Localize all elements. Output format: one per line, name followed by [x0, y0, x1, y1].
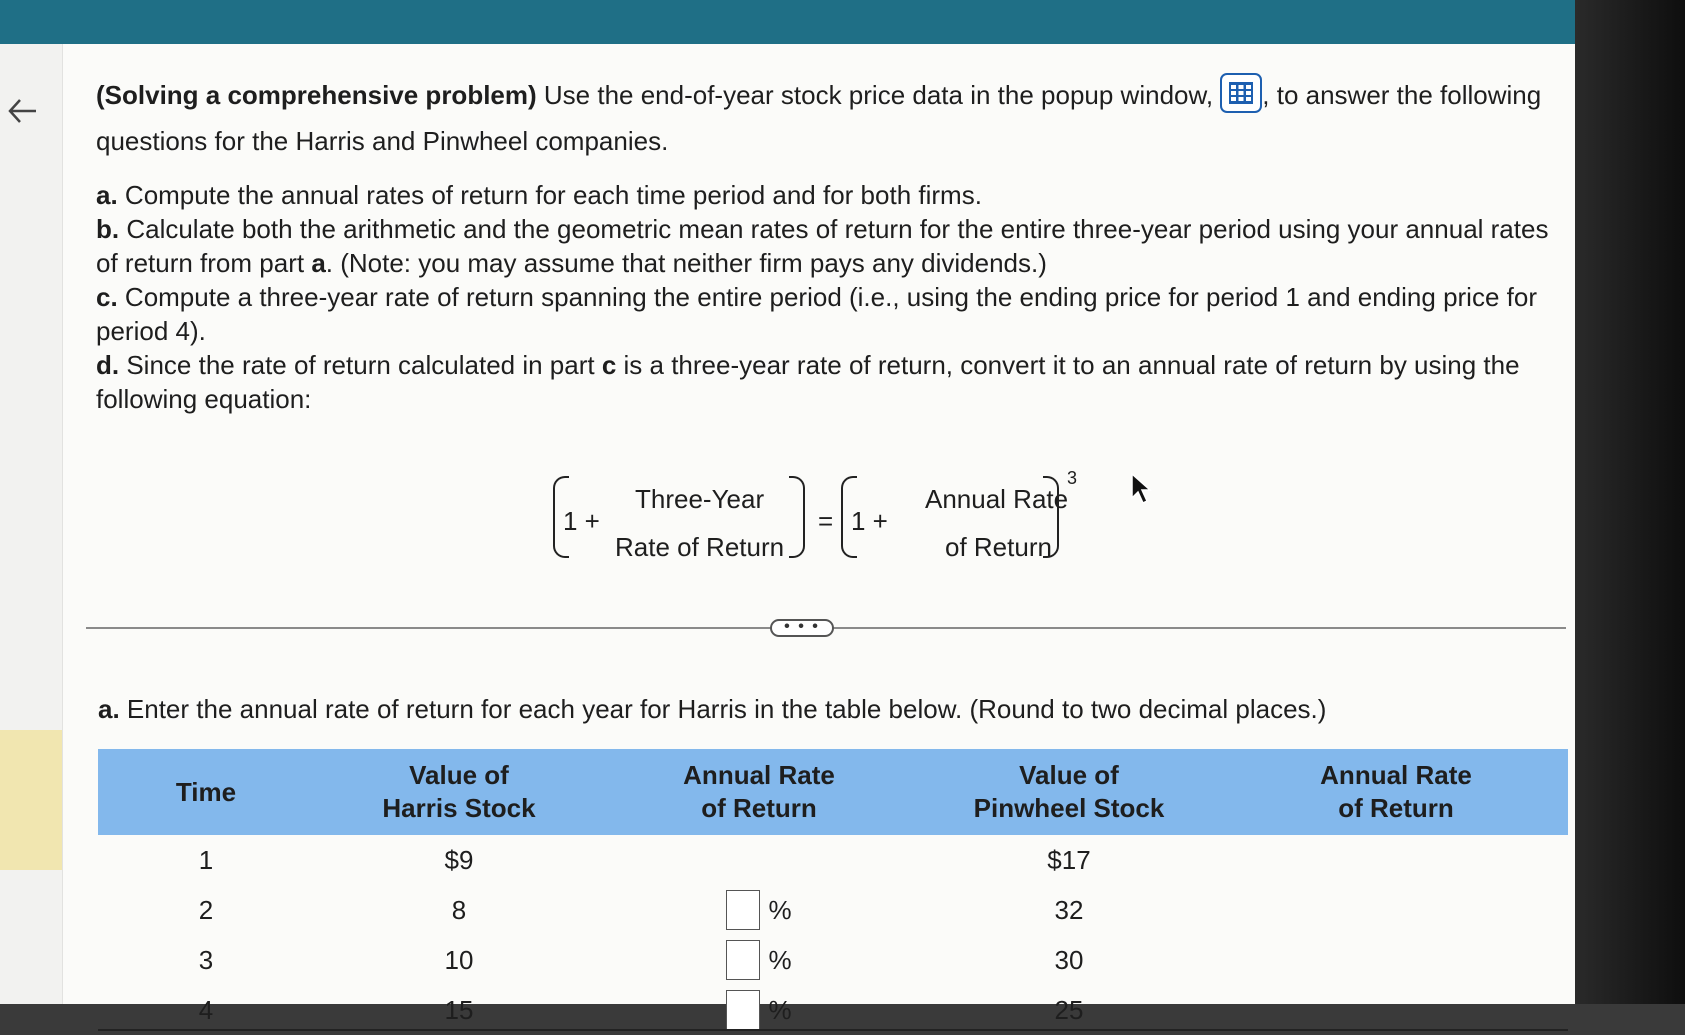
time-cell: 1 — [198, 844, 214, 875]
eq-equals: = — [818, 506, 834, 536]
problem-title: (Solving a comprehensive problem) — [96, 80, 537, 110]
header-pinwheel-value: Value of Pinwheel Stock — [914, 749, 1224, 835]
time-cell: 3 — [198, 944, 214, 975]
problem-statement — [96, 72, 1566, 416]
part-a: a. Compute the annual rates of return for each time period and for both firms. — [96, 180, 982, 210]
stock-table — [98, 749, 1568, 1035]
time-cell: 4 — [198, 994, 214, 1025]
part-b: b. Calculate both the arithmetic and the geometric mean rates of return for the entire three-year period using your annual rates of return from part a. (Note: you may assume that neither firm pays any dividends.) — [96, 214, 1549, 278]
percent-label: % — [768, 994, 792, 1025]
harris-value-cell: $9 — [444, 844, 474, 875]
intro-text: Use the end-of-year stock price data in the popup window, — [536, 80, 1221, 110]
harris-rate-cell — [604, 835, 914, 885]
question-parts — [96, 178, 1566, 416]
harris-rate-cell — [604, 885, 914, 935]
pinwheel-value-cell: $17 — [1047, 844, 1091, 875]
left-rail — [0, 44, 63, 1004]
table-row — [98, 885, 1568, 935]
part-d: d. Since the rate of return calculated in part c is a three-year rate of return, convert it to an annual rate of return by using the following equation: — [96, 350, 1520, 414]
harris-rate-input-year-4[interactable] — [726, 990, 760, 1030]
harris-value-cell: 10 — [444, 944, 474, 975]
eq-exponent: 3 — [1067, 468, 1078, 488]
table-row — [98, 935, 1568, 985]
data-table-button[interactable] — [1220, 73, 1262, 113]
expand-more-button[interactable]: • • • — [770, 619, 834, 637]
harris-rate-input-year-3[interactable] — [726, 940, 760, 980]
right-paren — [789, 476, 805, 558]
header-time: Time — [98, 749, 314, 835]
screen — [0, 44, 1575, 1025]
monitor-bezel — [1575, 0, 1685, 1004]
part-c: c. Compute a three-year rate of return spanning the entire period (i.e., using the ending price for period 1 and ending price for period 4). — [96, 282, 1537, 346]
time-cell: 2 — [198, 894, 214, 925]
pinwheel-rate-cell — [1224, 885, 1568, 935]
annualization-equation — [455, 468, 1078, 562]
eq-rate-of-return: Rate of Return — [615, 532, 785, 562]
harris-value-cell: 15 — [444, 994, 474, 1025]
eq-of-return: of Return — [945, 532, 1052, 562]
percent-label: % — [768, 894, 792, 925]
pinwheel-rate-cell — [1224, 935, 1568, 985]
table-bottom-border — [98, 1029, 1568, 1031]
right-paren-2 — [1043, 476, 1059, 558]
side-tab — [0, 730, 62, 870]
table-row — [98, 835, 1568, 885]
pinwheel-value-cell: 32 — [1054, 894, 1084, 925]
back-arrow-icon[interactable] — [6, 94, 40, 128]
question-a-prompt: a. Enter the annual rate of return for each year for Harris in the table below. (Round to two decimal places.) — [98, 694, 1327, 724]
table-row — [98, 985, 1568, 1035]
intro-paragraph — [96, 72, 1566, 164]
mouse-cursor-icon — [1130, 472, 1152, 511]
header-pinwheel-rate: Annual Rate of Return — [1224, 749, 1568, 835]
table-header-row — [98, 749, 1568, 835]
harris-value-cell: 8 — [451, 894, 467, 925]
harris-rate-input-year-2[interactable] — [726, 890, 760, 930]
eq-one-plus-right: 1 + — [851, 506, 888, 536]
pinwheel-rate-cell — [1224, 835, 1568, 885]
eq-three-year: Three-Year — [635, 484, 765, 514]
top-bar — [0, 0, 1685, 46]
pinwheel-value-cell: 25 — [1054, 994, 1084, 1025]
pinwheel-value-cell: 30 — [1054, 944, 1084, 975]
percent-label: % — [768, 944, 792, 975]
grid-icon — [1228, 81, 1254, 105]
harris-rate-cell — [604, 935, 914, 985]
intro-text-end: , to answer the following questions for the Harris and Pinwheel companies. — [96, 80, 1542, 156]
harris-rate-cell — [604, 985, 914, 1035]
header-harris-value: Value of Harris Stock — [314, 749, 604, 835]
pinwheel-rate-cell — [1224, 985, 1568, 1035]
header-harris-rate: Annual Rate of Return — [604, 749, 914, 835]
eq-one-plus-left: 1 + — [563, 506, 600, 536]
eq-annual-rate: Annual Rate — [925, 484, 1069, 514]
